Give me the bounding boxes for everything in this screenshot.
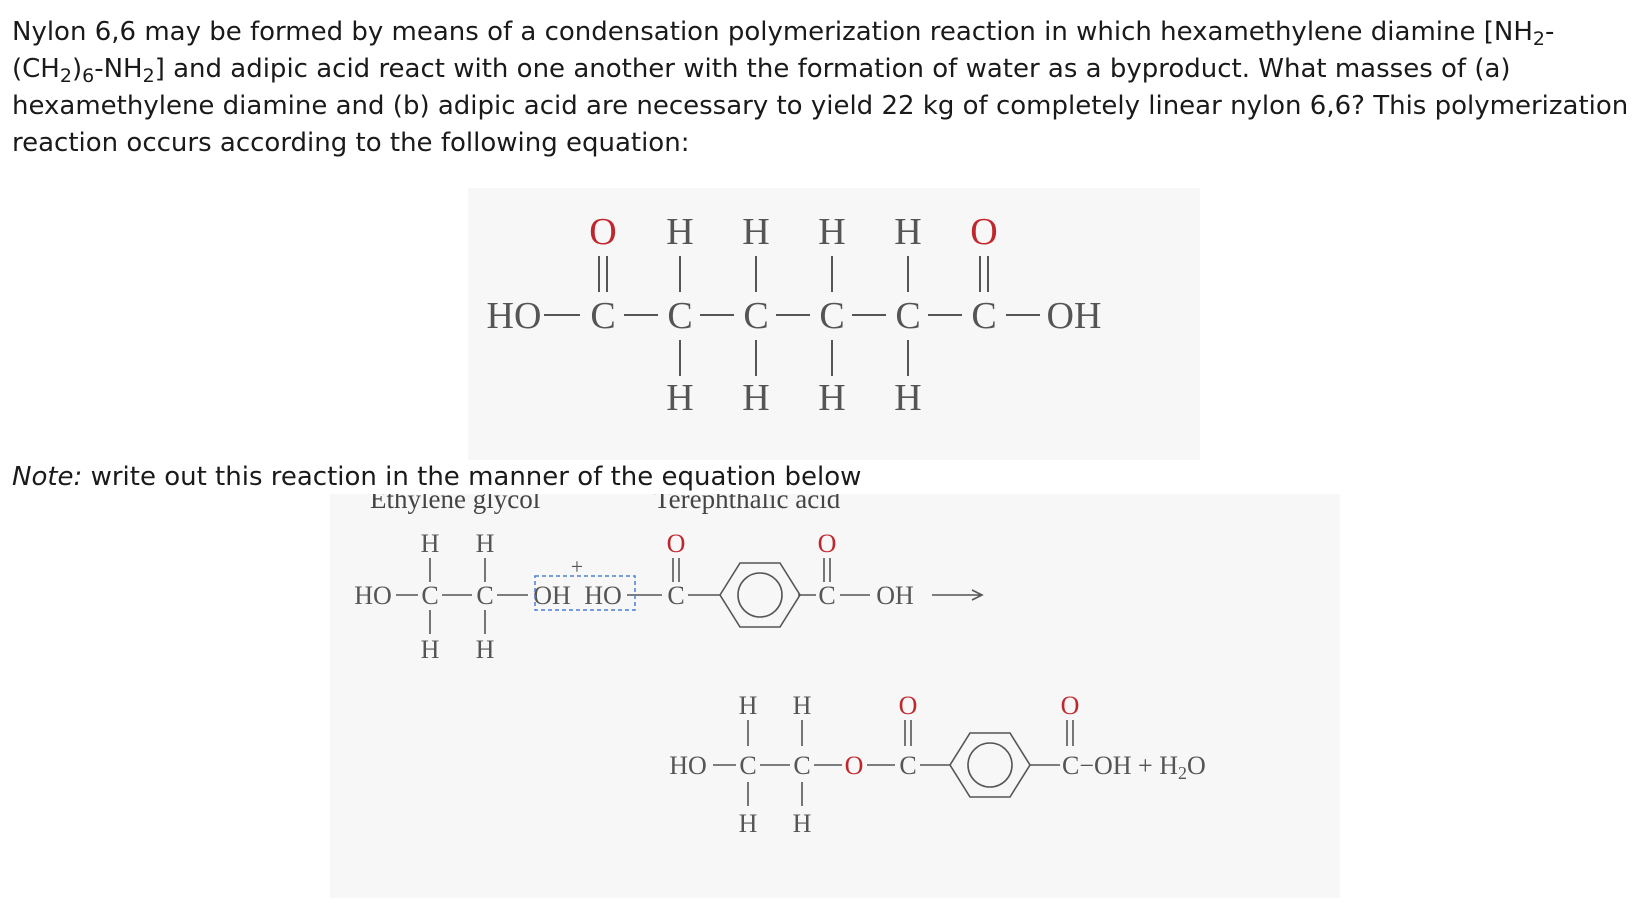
hydroxyl: HO: [669, 751, 707, 780]
atom-carbon: C: [818, 581, 836, 610]
atom-oxygen: O: [844, 751, 864, 780]
atom-hydrogen: H: [818, 211, 846, 253]
atom-hydrogen: H: [742, 211, 770, 253]
atom-oxygen: O: [898, 691, 918, 720]
atom-carbon: C: [667, 581, 685, 610]
adipic-acid-structure-panel: [468, 188, 1200, 460]
hydroxyl-left: HO: [486, 295, 542, 337]
hydroxyl: HO: [584, 581, 622, 610]
reactant2-name: Terephthalic acid: [654, 494, 841, 514]
atom-carbon: C: [739, 751, 757, 780]
atom-carbon: C: [590, 295, 616, 337]
atom-carbon: C: [819, 295, 845, 337]
atom-hydrogen: H: [742, 377, 770, 419]
atom-carbon: C: [421, 581, 439, 610]
plus-sign: +: [570, 554, 584, 579]
hydroxyl: OH: [876, 581, 914, 610]
atom-hydrogen: H: [792, 691, 812, 720]
atom-hydrogen: H: [475, 529, 495, 558]
atom-carbon: C: [971, 295, 997, 337]
atom-hydrogen: H: [894, 211, 922, 253]
product-bonds: [713, 720, 1073, 806]
atom-carbon: C: [476, 581, 494, 610]
atom-hydrogen: H: [738, 691, 758, 720]
atom-oxygen: O: [970, 211, 998, 253]
atom-hydrogen: H: [818, 377, 846, 419]
note-text: Note: write out this reaction in the manner of the equation below: [12, 462, 862, 492]
atom-carbon: C: [895, 295, 921, 337]
atom-hydrogen: H: [738, 809, 758, 838]
atom-hydrogen: H: [666, 377, 694, 419]
atom-oxygen: O: [589, 211, 617, 253]
adipic-acid-structure: [468, 188, 1200, 460]
example-reaction-panel: [330, 494, 1340, 898]
atom-hydrogen: H: [792, 809, 812, 838]
atom-oxygen: O: [817, 529, 837, 558]
hydroxyl-right: OH: [1046, 295, 1102, 337]
atom-hydrogen: H: [894, 377, 922, 419]
atom-hydrogen: H: [420, 529, 440, 558]
hydroxyl: HO: [354, 581, 392, 610]
question-text: Nylon 6,6 may be formed by means of a condensation polymerization reaction in which hexamethylene diamine $[NH_2-(CH_2)_6-NH_2]$ and adipic acid react with one another with the formation of water as a byproduct. What masses of (a) hexamethylene diamine and (b) adipic acid are necessary to yield 22 kg of completely linear nylon 6,6? This polymerization reaction occurs according to the following equation:: [12, 17, 1629, 158]
atom-hydrogen: H: [475, 635, 495, 664]
atom-hydrogen: H: [420, 635, 440, 664]
atom-carbon: C: [793, 751, 811, 780]
bonds: [544, 256, 1040, 376]
product-suffix: C−OH + H2O: [1062, 751, 1206, 783]
reactant1-name: Ethylene glycol: [370, 494, 541, 514]
atom-carbon: C: [899, 751, 917, 780]
atom-hydrogen: H: [666, 211, 694, 253]
atom-carbon: C: [667, 295, 693, 337]
atom-oxygen: O: [1060, 691, 1080, 720]
atom-carbon: C: [743, 295, 769, 337]
atom-oxygen: O: [666, 529, 686, 558]
hydroxyl: OH: [533, 581, 571, 610]
example-reaction-diagram: [330, 494, 1340, 898]
